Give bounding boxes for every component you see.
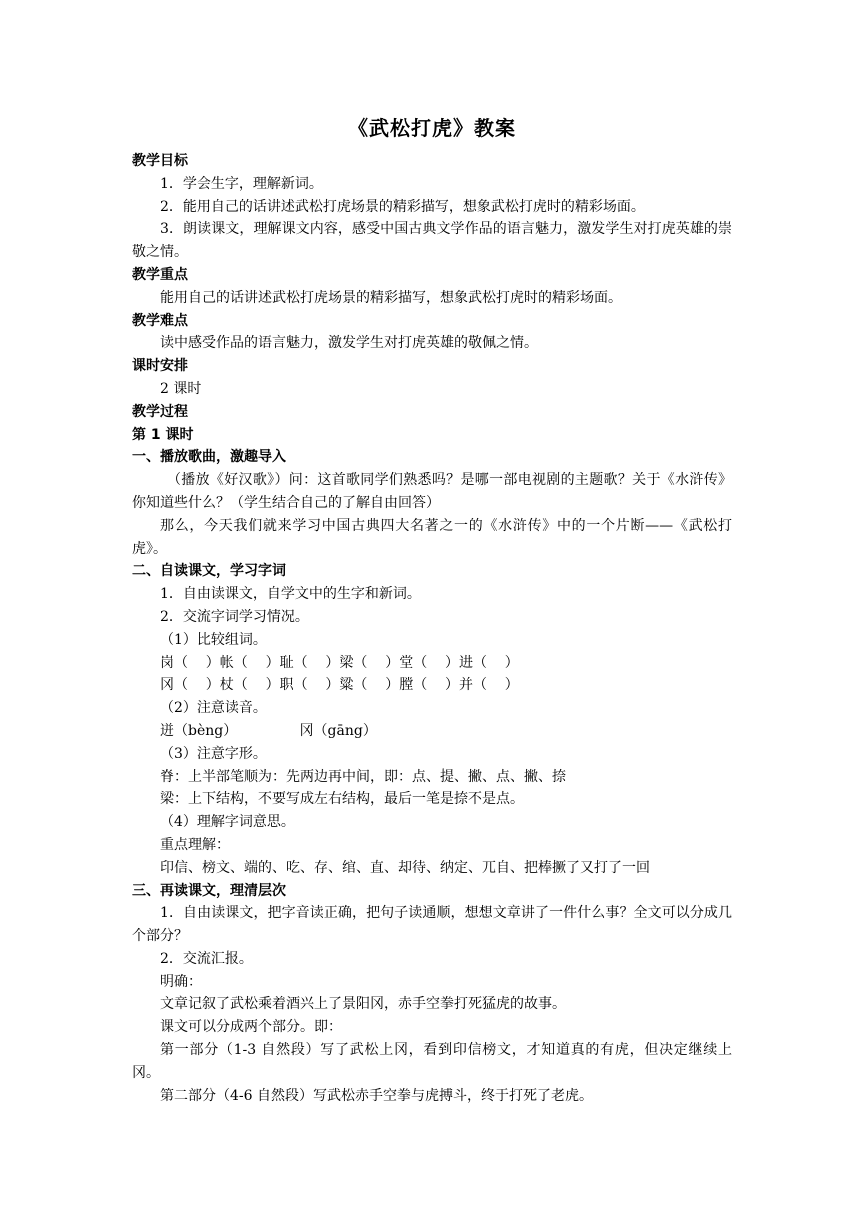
schedule-text: 2 课时 bbox=[160, 380, 202, 397]
goal-item: 3．朗读课文，理解课文内容，感受中国古典文学作品的语言魅力，激发学生对打虎英雄的崇敬之情。 bbox=[132, 221, 732, 261]
part3-paragraph: 第一部分（1-3 自然段）写了武松上冈，看到印信榜文，才知道真的有虎，但决定继续上冈。 bbox=[132, 1042, 732, 1081]
part2-line: （1）比较组词。 bbox=[160, 631, 267, 648]
heading-schedule: 课时安排 bbox=[132, 358, 188, 375]
heading-part1: 一、播放歌曲，激趣导入 bbox=[132, 449, 286, 466]
heading-lesson1: 第 1 课时 bbox=[132, 426, 194, 443]
heading-key: 教学重点 bbox=[132, 266, 188, 283]
part3-paragraph: 1．自由读课文，把字音读正确，把句子读通顺，想想文章讲了一件什么事？全文可以分成几个部分？ bbox=[132, 905, 732, 945]
part2-line: 1．自由读课文，自学文中的生字和新词。 bbox=[160, 586, 421, 603]
part1-paragraph: （播放《好汉歌》）问：这首歌同学们熟悉吗？是哪一部电视剧的主题歌？关于《水浒传》你知道些什么？（学生结合自己的了解自由回答） bbox=[132, 472, 732, 511]
part2-line: 2．交流字词学习情况。 bbox=[160, 608, 309, 625]
part3-paragraph: 第二部分（4-6 自然段）写武松赤手空拳与虎搏斗，终于打死了老虎。 bbox=[160, 1087, 593, 1104]
part2-line: （4）理解字词意思。 bbox=[160, 814, 295, 831]
part1-paragraph: 那么，今天我们就来学习中国古典四大名著之一的《水浒传》中的一个片断——《武松打虎》。 bbox=[132, 517, 732, 557]
part2-line: （3）注意字形。 bbox=[160, 745, 267, 762]
difficult-text: 读中感受作品的语言魅力，激发学生对打虎英雄的敬佩之情。 bbox=[160, 335, 538, 352]
heading-goals: 教学目标 bbox=[132, 153, 188, 169]
heading-process: 教学过程 bbox=[132, 403, 188, 420]
part2-line: 重点理解： bbox=[160, 836, 230, 853]
goal-item: 1．学会生字，理解新词。 bbox=[160, 175, 323, 192]
part3-line: 明确： bbox=[160, 973, 202, 990]
part2-line: 迸（bèng） 冈（gāng） bbox=[160, 722, 377, 739]
goal-item: 2．能用自己的话讲述武松打虎场景的精彩描写，想象武松打虎时的精彩场面。 bbox=[160, 198, 645, 215]
part2-line: （2）注意读音。 bbox=[160, 700, 267, 717]
heading-difficult: 教学难点 bbox=[132, 312, 188, 329]
document-page bbox=[132, 112, 732, 1107]
part3-line: 文章记叙了武松乘着酒兴上了景阳冈，赤手空拳打死猛虎的故事。 bbox=[160, 996, 566, 1013]
part2-line: 印信、榜文、端的、吃、存、绾、直、却待、纳定、兀自、把棒撅了又打了一回 bbox=[160, 859, 650, 876]
part3-line: 课文可以分成两个部分。即： bbox=[160, 1019, 342, 1036]
page-title: 《武松打虎》教案 bbox=[348, 116, 516, 140]
part2-line: 脊：上半部笔顺为：先两边再中间，即：点、提、撇、点、撇、捺 bbox=[160, 768, 566, 785]
part3-line: 2．交流汇报。 bbox=[160, 950, 253, 967]
part2-line: 冈（ ）杖（ ）职（ ）粱（ ）膛（ ）并（ ） bbox=[160, 677, 519, 694]
part2-line: 梁：上下结构，不要写成左右结构，最后一笔是捺不是点。 bbox=[160, 791, 524, 808]
key-text: 能用自己的话讲述武松打虎场景的精彩描写，想象武松打虎时的精彩场面。 bbox=[160, 289, 622, 306]
heading-part2: 二、自读课文，学习字词 bbox=[132, 563, 286, 580]
part2-line: 岗（ ）帐（ ）耻（ ）梁（ ）堂（ ）进（ ） bbox=[160, 654, 519, 671]
heading-part3: 三、再读课文，理清层次 bbox=[132, 882, 286, 899]
